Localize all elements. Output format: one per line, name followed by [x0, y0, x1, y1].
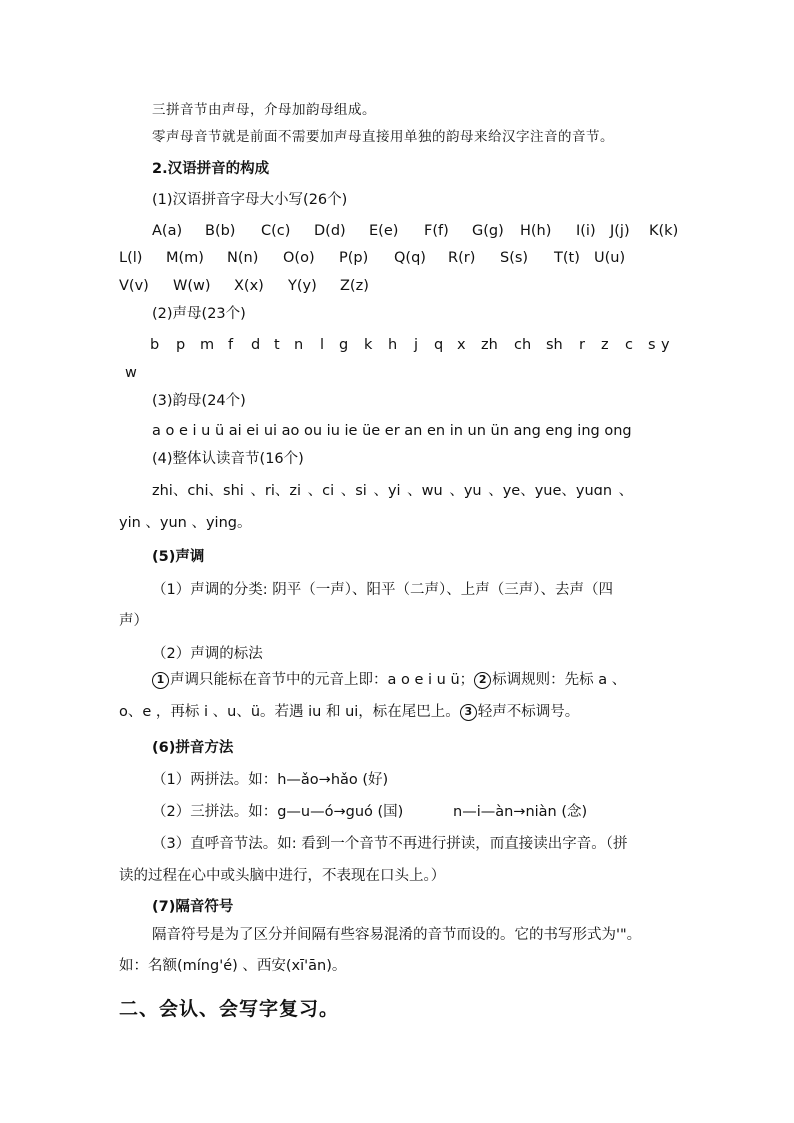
intro-line-2: 零声母音节就是前面不需要加声母直接用单独的韵母来给汉字注音的音节。 — [152, 129, 614, 145]
initial-item: t — [274, 337, 280, 353]
initial-item: s — [648, 337, 656, 353]
separator-line-1: 隔音符号是为了区分并间隔有些容易混淆的音节而设的。它的书写形式为'"。 — [152, 927, 642, 943]
initials-row-1 — [0, 335, 794, 355]
letter-item: I(i) — [576, 223, 596, 239]
initial-item: b — [150, 337, 160, 353]
initial-item: q — [434, 337, 444, 353]
letter-item: C(c) — [261, 223, 291, 239]
initial-item: k — [364, 337, 373, 353]
initial-item: l — [320, 337, 325, 353]
initials-row-2 — [0, 363, 794, 383]
initial-item: w — [125, 365, 137, 381]
finals-heading: (3)韵母(24个) — [152, 393, 246, 409]
letters-heading: (1)汉语拼音字母大小写(26个) — [152, 192, 348, 208]
initial-item: n — [294, 337, 304, 353]
whole-syllables-line-1: zhi、chi、shi 、ri、zi 、ci 、si 、yi 、wu 、yu 、ye、yue、yuɑn 、 — [152, 483, 634, 499]
tones-marking-line-1 — [152, 670, 626, 690]
letter-item: K(k) — [649, 223, 679, 239]
letters-row-1 — [0, 221, 794, 241]
tones-classification-line-1: （1）声调的分类: 阴平（一声）、阳平（二声）、上声（三声）、去声（四 — [152, 582, 613, 598]
initial-item: y — [661, 337, 670, 353]
method-three-part-example-2: n—i—àn→niàn (念) — [453, 804, 588, 820]
initial-item: sh — [546, 337, 563, 353]
method-three-part: （2）三拼法。如：g—u—ó→guó (国) — [152, 804, 404, 820]
initial-item: p — [176, 337, 186, 353]
initials-heading: (2)声母(23个) — [152, 306, 246, 322]
initial-item: f — [228, 337, 234, 353]
letter-item: J(j) — [610, 223, 630, 239]
method-direct-line-1: （3）直呼音节法。如: 看到一个音节不再进行拼读，而直接读出字音。（拼 — [152, 836, 628, 852]
letters-row-3 — [0, 276, 794, 296]
separator-heading: (7)隔音符号 — [152, 899, 234, 915]
tone-rule-text: 声调只能标在音节中的元音上即：a o e i u ü； — [170, 672, 475, 688]
tone-rule-text: 轻声不标调号。 — [477, 704, 580, 720]
method-direct-line-2: 读的过程在心中或头脑中进行，不表现在口头上。） — [119, 868, 446, 884]
initial-item: g — [339, 337, 349, 353]
finals-list: a o e i u ü ai ei ui ao ou iu ie üe er an en in un ün ang eng ing ong — [152, 423, 632, 439]
letter-item: Q(q) — [394, 250, 426, 266]
initial-item: ch — [514, 337, 532, 353]
letter-item: G(g) — [472, 223, 504, 239]
initial-item: h — [388, 337, 398, 353]
initial-item: r — [579, 337, 585, 353]
tones-classification-line-2: 声） — [119, 613, 148, 629]
letter-item: W(w) — [173, 278, 211, 294]
letter-item: V(v) — [119, 278, 149, 294]
tones-marking-line-2 — [119, 702, 579, 722]
whole-syllables-heading: (4)整体认读音节(16个) — [152, 451, 304, 467]
circled-number: 1 — [152, 672, 169, 689]
letter-item: N(n) — [227, 250, 259, 266]
initial-item: m — [200, 337, 215, 353]
methods-heading: (6)拼音方法 — [152, 740, 234, 756]
initial-item: d — [251, 337, 261, 353]
letter-item: M(m) — [166, 250, 204, 266]
letter-item: R(r) — [448, 250, 476, 266]
letter-item: H(h) — [520, 223, 552, 239]
circled-number: 2 — [474, 672, 491, 689]
whole-syllables-line-2: yin 、yun 、ying。 — [119, 515, 252, 531]
initial-item: j — [414, 337, 419, 353]
initial-item: c — [625, 337, 633, 353]
initial-item: zh — [481, 337, 498, 353]
letter-item: O(o) — [283, 250, 315, 266]
letter-item: T(t) — [554, 250, 580, 266]
letter-item: Z(z) — [340, 278, 369, 294]
intro-line-1: 三拼音节由声母，介母加韵母组成。 — [152, 102, 376, 118]
tone-rule-text: o、e ，再标 i 、u、ü。若遇 iu 和 ui，标在尾巴上。 — [119, 704, 460, 720]
circled-number: 3 — [460, 704, 477, 721]
initial-item: z — [601, 337, 609, 353]
separator-line-2: 如：名额(míng'é) 、西安(xī'ān)。 — [119, 958, 347, 974]
initial-item: x — [457, 337, 466, 353]
letter-item: S(s) — [500, 250, 529, 266]
section-title-characters-review: 二、会认、会写字复习。 — [119, 998, 340, 1020]
letters-row-2 — [0, 248, 794, 268]
letter-item: F(f) — [424, 223, 449, 239]
letter-item: X(x) — [234, 278, 264, 294]
letter-item: A(a) — [152, 223, 183, 239]
letter-item: Y(y) — [288, 278, 317, 294]
letter-item: B(b) — [205, 223, 236, 239]
letter-item: U(u) — [594, 250, 626, 266]
letter-item: L(l) — [119, 250, 143, 266]
method-two-part: （1）两拼法。如：h—ǎo→hǎo (好) — [152, 772, 389, 788]
tones-heading: (5)声调 — [152, 549, 205, 565]
tone-rule-text: 标调规则：先标 a 、 — [492, 672, 627, 688]
letter-item: P(p) — [339, 250, 369, 266]
letter-item: E(e) — [369, 223, 399, 239]
letter-item: D(d) — [314, 223, 346, 239]
tones-marking-title: （2）声调的标法 — [152, 646, 263, 662]
section-title-pinyin-structure: 2.汉语拼音的构成 — [152, 161, 270, 177]
